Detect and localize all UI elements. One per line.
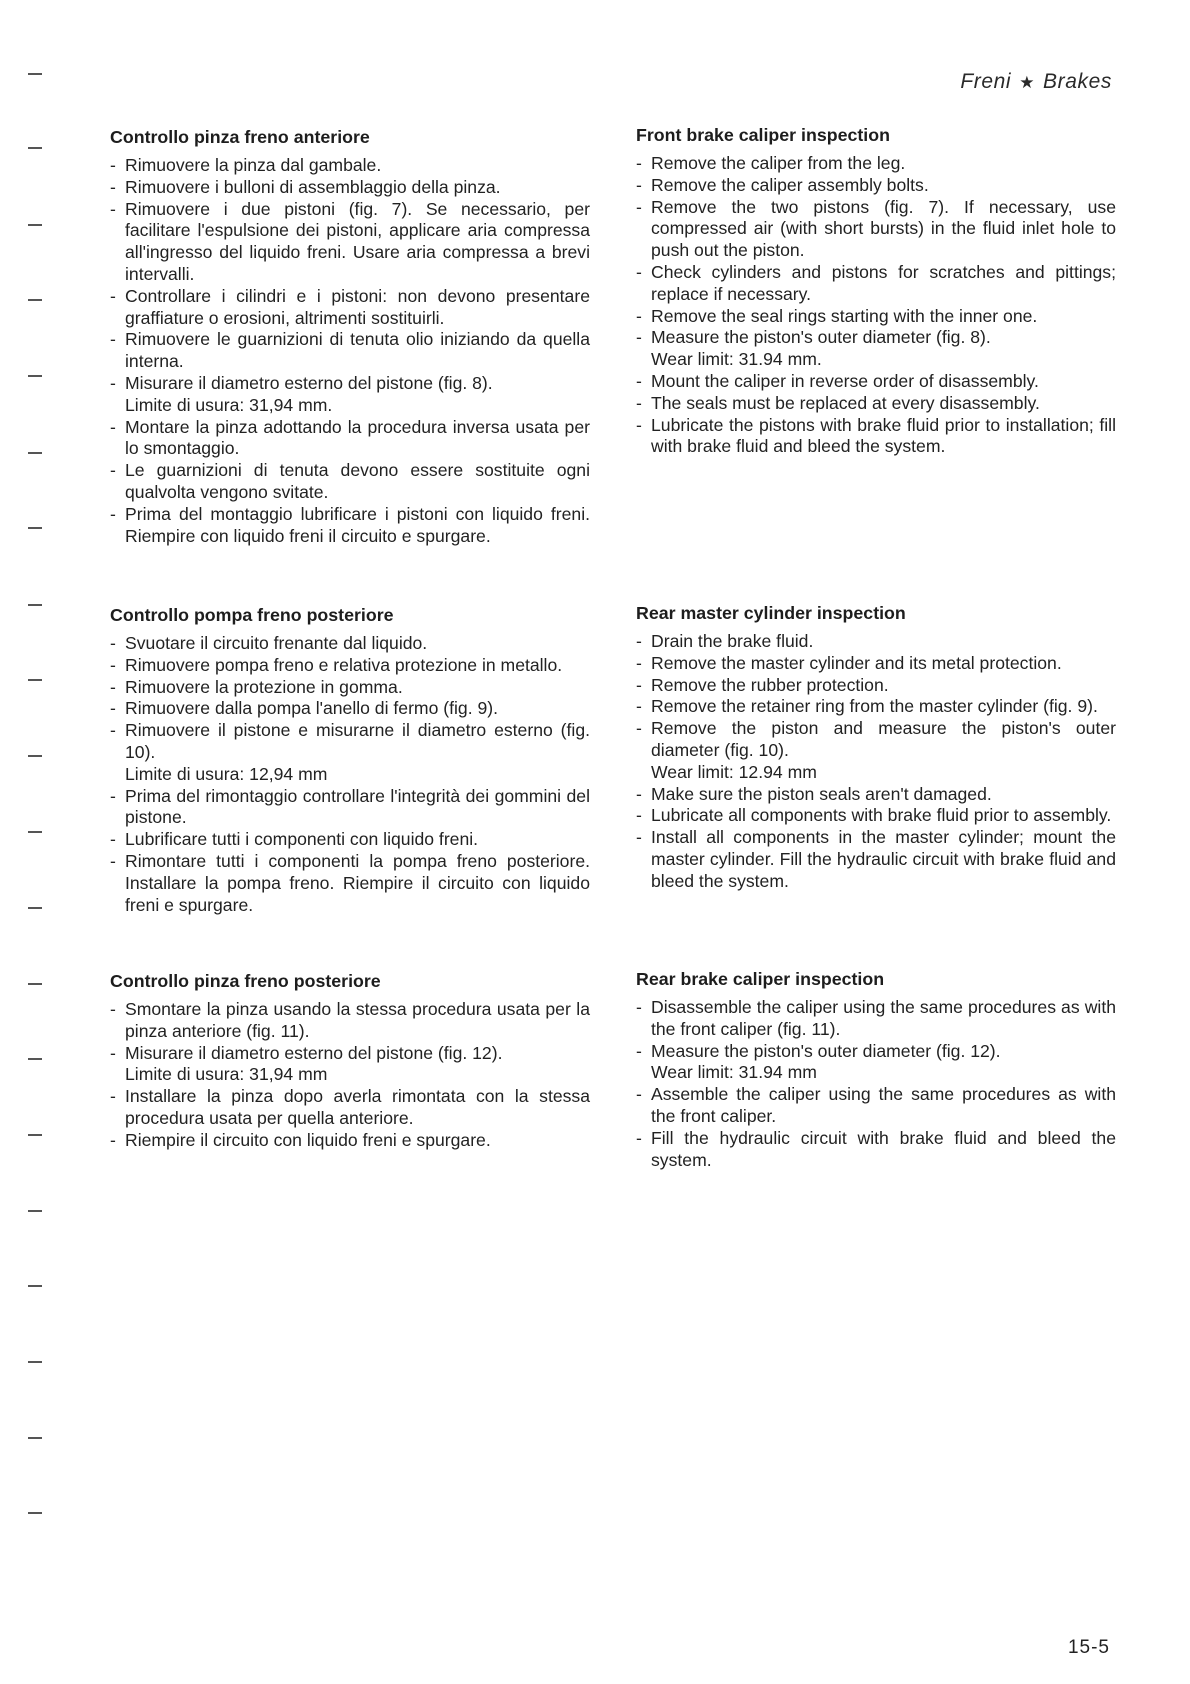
wear-limit: Wear limit: 31.94 mm (651, 1062, 817, 1083)
list-item: - Rimuovere i due pistoni (fig. 7). Se necessario, per facilitare l'espulsione dei pistoni, applicare aria compressa all'ingresso del liquido freni. Usare aria compressa a brevi intervalli. (110, 199, 590, 286)
list-item: - Le guarnizioni di tenuta devono essere sostituite ogni qualvolta vengono svitate. (110, 460, 590, 504)
list-item (110, 720, 590, 785)
list-item (110, 1043, 590, 1087)
list-item: - Svuotare il circuito frenante dal liquido. (110, 633, 590, 655)
wear-limit: Limite di usura: 31,94 mm. (125, 394, 333, 415)
list-item-text: Measure the piston's outer diameter (fig. 8). (651, 327, 991, 348)
list-item: - Disassemble the caliper using the same procedures as with the front caliper (fig. 11). (636, 997, 1116, 1041)
step-list (636, 997, 1116, 1171)
list-item (636, 1041, 1116, 1085)
list-item-text: Measure the piston's outer diameter (fig. 12). (651, 1040, 1001, 1061)
list-item: - The seals must be replaced at every disassembly. (636, 393, 1116, 415)
list-item: - Remove the rubber protection. (636, 675, 1116, 697)
section-rear-master-it (110, 604, 590, 916)
binder-margin-marks (28, 0, 48, 1684)
list-item: - Prima del montaggio lubrificare i pistoni con liquido freni. Riempire con liquido freni il circuito e spurgare. (110, 504, 590, 548)
list-item: - Remove the retainer ring from the master cylinder (fig. 9). (636, 696, 1116, 718)
star-icon: ★ (1019, 73, 1036, 92)
list-item: - Smontare la pinza usando la stessa procedura usata per la pinza anteriore (fig. 11). (110, 999, 590, 1043)
section-rear-caliper-en (636, 968, 1116, 1171)
section-heading: Controllo pinza freno posteriore (110, 971, 381, 991)
running-header (960, 70, 1112, 94)
step-list (110, 999, 590, 1152)
list-item: - Fill the hydraulic circuit with brake fluid and bleed the system. (636, 1128, 1116, 1172)
list-item: - Remove the caliper from the leg. (636, 153, 1116, 175)
list-item: - Remove the caliper assembly bolts. (636, 175, 1116, 197)
wear-limit: Wear limit: 12.94 mm (651, 761, 817, 782)
list-item: - Rimuovere dalla pompa l'anello di fermo (fig. 9). (110, 698, 590, 720)
list-item: - Lubrificare tutti i componenti con liquido freni. (110, 829, 590, 851)
list-item: - Remove the seal rings starting with the inner one. (636, 306, 1116, 328)
list-item: - Make sure the piston seals aren't damaged. (636, 784, 1116, 806)
list-item: - Lubricate the pistons with brake fluid prior to installation; fill with brake fluid and bleed the system. (636, 415, 1116, 459)
section-rear-master-en (636, 602, 1116, 893)
list-item: - Remove the two pistons (fig. 7). If necessary, use compressed air (with short bursts) in the fluid inlet hole to push out the piston. (636, 197, 1116, 262)
list-item: - Lubricate all components with brake fluid prior to assembly. (636, 805, 1116, 827)
section-front-caliper-en (636, 124, 1116, 458)
list-item: - Assemble the caliper using the same procedures as with the front caliper. (636, 1084, 1116, 1128)
list-item (110, 373, 590, 417)
list-item: - Install all components in the master cylinder; mount the master cylinder. Fill the hydraulic circuit with brake fluid and bleed the system. (636, 827, 1116, 892)
list-item: - Controllare i cilindri e i pistoni: non devono presentare graffiature o erosioni, altrimenti sostituirli. (110, 286, 590, 330)
list-item (636, 718, 1116, 783)
list-item: - Rimontare tutti i componenti la pompa freno posteriore. Installare la pompa freno. Riempire il circuito con liquido freni e spurgare. (110, 851, 590, 916)
list-item-text: Remove the piston and measure the piston's outer diameter (fig. 10). (651, 718, 1116, 760)
header-italian-title: Freni (960, 70, 1012, 93)
list-item-text: Misurare il diametro esterno del pistone (fig. 8). (125, 372, 493, 393)
list-item: - Drain the brake fluid. (636, 631, 1116, 653)
step-list (636, 153, 1116, 458)
section-front-caliper-it (110, 126, 590, 547)
header-english-title: Brakes (1043, 70, 1112, 93)
list-item: - Check cylinders and pistons for scratches and pittings; replace if necessary. (636, 262, 1116, 306)
list-item: - Montare la pinza adottando la procedura inversa usata per lo smontaggio. (110, 417, 590, 461)
list-item: - Installare la pinza dopo averla rimontata con la stessa procedura usata per quella anteriore. (110, 1086, 590, 1130)
list-item: - Rimuovere le guarnizioni di tenuta olio iniziando da quella interna. (110, 329, 590, 373)
list-item: - Remove the master cylinder and its metal protection. (636, 653, 1116, 675)
section-rear-caliper-it (110, 970, 590, 1152)
list-item: - Rimuovere pompa freno e relativa protezione in metallo. (110, 655, 590, 677)
list-item-text: Misurare il diametro esterno del pistone (fig. 12). (125, 1042, 503, 1063)
list-item: - Rimuovere la pinza dal gambale. (110, 155, 590, 177)
page-number: 15-5 (1067, 1637, 1110, 1658)
list-item-text: Rimuovere il pistone e misurarne il diametro esterno (fig. 10). (125, 720, 590, 762)
section-heading: Front brake caliper inspection (636, 125, 890, 145)
section-heading: Controllo pinza freno anteriore (110, 127, 370, 147)
list-item: - Mount the caliper in reverse order of disassembly. (636, 371, 1116, 393)
list-item (636, 327, 1116, 371)
list-item: - Rimuovere la protezione in gomma. (110, 677, 590, 699)
wear-limit: Limite di usura: 31,94 mm (125, 1064, 328, 1085)
section-heading: Rear master cylinder inspection (636, 603, 906, 623)
list-item: - Rimuovere i bulloni di assemblaggio della pinza. (110, 177, 590, 199)
step-list (110, 155, 590, 547)
step-list (110, 633, 590, 916)
section-heading: Controllo pompa freno posteriore (110, 605, 394, 625)
wear-limit: Limite di usura: 12,94 mm (125, 763, 328, 784)
step-list (636, 631, 1116, 893)
section-heading: Rear brake caliper inspection (636, 969, 885, 989)
list-item: - Riempire il circuito con liquido freni e spurgare. (110, 1130, 590, 1152)
wear-limit: Wear limit: 31.94 mm. (651, 349, 822, 370)
list-item: - Prima del rimontaggio controllare l'integrità dei gommini del pistone. (110, 786, 590, 830)
